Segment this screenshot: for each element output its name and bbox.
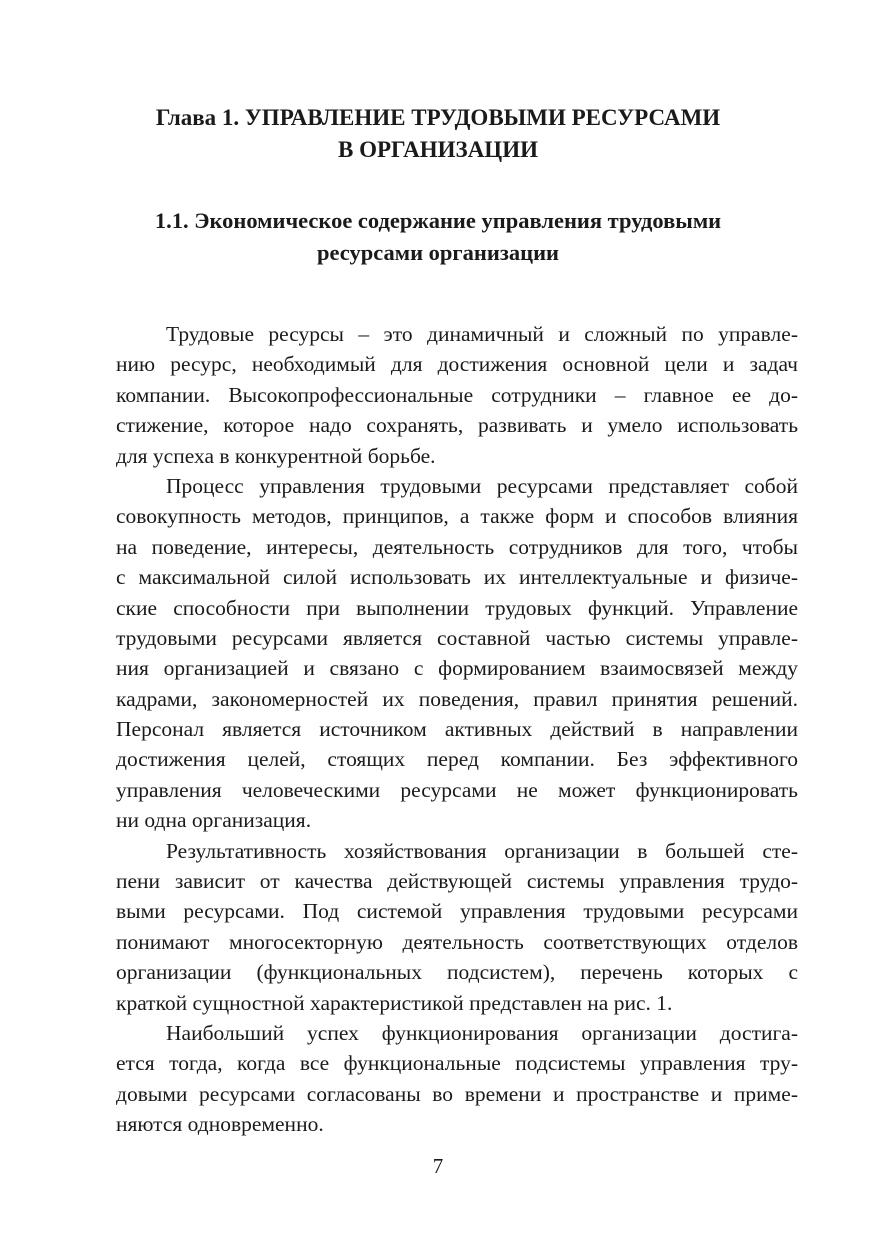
paragraph-line: ется тогда, когда все функциональные подсистемы управления тру- bbox=[116, 1051, 798, 1076]
paragraph-line: организации (функциональных подсистем), перечень которых с bbox=[116, 960, 798, 985]
paragraph-line: понимают многосекторную деятельность соответствующих отделов bbox=[116, 929, 798, 954]
paragraph-line: краткой сущностной характеристикой представлен на рис. 1. bbox=[116, 990, 673, 1015]
paragraph-line: Наибольший успех функционирования организации достига- bbox=[166, 1020, 798, 1045]
paragraph-line: Персонал является источником активных действий в направлении bbox=[116, 717, 798, 742]
page-number: 7 bbox=[432, 1154, 444, 1178]
paragraph-line: достижения целей, стоящих перед компании. Без эффективного bbox=[116, 747, 798, 772]
paragraph-3 bbox=[116, 836, 798, 1018]
paragraph-line: Результативность хозяйствования организации в большей сте- bbox=[166, 838, 798, 863]
paragraph-line: ни одна организация. bbox=[116, 808, 312, 833]
section-title bbox=[118, 205, 758, 269]
paragraph-line: управления человеческими ресурсами не может функционировать bbox=[116, 777, 798, 802]
paragraph-line: ские способности при выполнении трудовых функций. Управление bbox=[116, 595, 798, 620]
chapter-title-line: Глава 1. УПРАВЛЕНИЕ ТРУДОВЫМИ РЕСУРСАМИ bbox=[155, 105, 721, 130]
paragraph-line: Процесс управления трудовыми ресурсами представляет собой bbox=[166, 473, 798, 498]
paragraph-line: для успеха в конкурентной борьбе. bbox=[116, 443, 436, 468]
paragraph-line: на поведение, интересы, деятельность сотрудников для того, чтобы bbox=[116, 534, 798, 559]
paragraph-2 bbox=[116, 471, 798, 836]
chapter-title bbox=[118, 102, 758, 166]
section-title-line: ресурсами организации bbox=[317, 240, 559, 265]
paragraph-line: трудовыми ресурсами является составной частью системы управле- bbox=[116, 625, 798, 650]
chapter-title-line: В ОРГАНИЗАЦИИ bbox=[338, 137, 538, 162]
section-title-line: 1.1. Экономическое содержание управления трудовыми bbox=[154, 208, 722, 233]
paragraph-line: Трудовые ресурсы – это динамичный и сложный по управле- bbox=[166, 322, 798, 346]
paragraph-line: стижение, которое надо сохранять, развивать и умело использовать bbox=[116, 413, 798, 438]
paragraph-line: кадрами, закономерностей их поведения, правил принятия решений. bbox=[116, 686, 798, 711]
paragraph-line: с максимальной силой использовать их интеллектуальные и физиче- bbox=[116, 565, 798, 590]
paragraph-4 bbox=[116, 1018, 798, 1140]
paragraph-line: компании. Высокопрофессиональные сотрудники – главное ее до- bbox=[116, 382, 798, 407]
paragraph-line: нию ресурс, необходимый для достижения основной цели и задач bbox=[116, 352, 798, 377]
paragraph-line: совокупность методов, принципов, а также форм и способов влияния bbox=[116, 504, 798, 529]
paragraph-line: выми ресурсами. Под системой управления трудовыми ресурсами bbox=[116, 899, 798, 924]
paragraph-line: пени зависит от качества действующей системы управления трудо- bbox=[116, 869, 798, 894]
paragraph-line: няются одновременно. bbox=[116, 1112, 324, 1137]
paragraph-line: довыми ресурсами согласованы во времени и пространстве и приме- bbox=[116, 1081, 798, 1106]
paragraph-line: ния организацией и связано с формированием взаимосвязей между bbox=[116, 656, 798, 681]
paragraph-1 bbox=[116, 319, 798, 471]
body-text bbox=[116, 319, 798, 1140]
